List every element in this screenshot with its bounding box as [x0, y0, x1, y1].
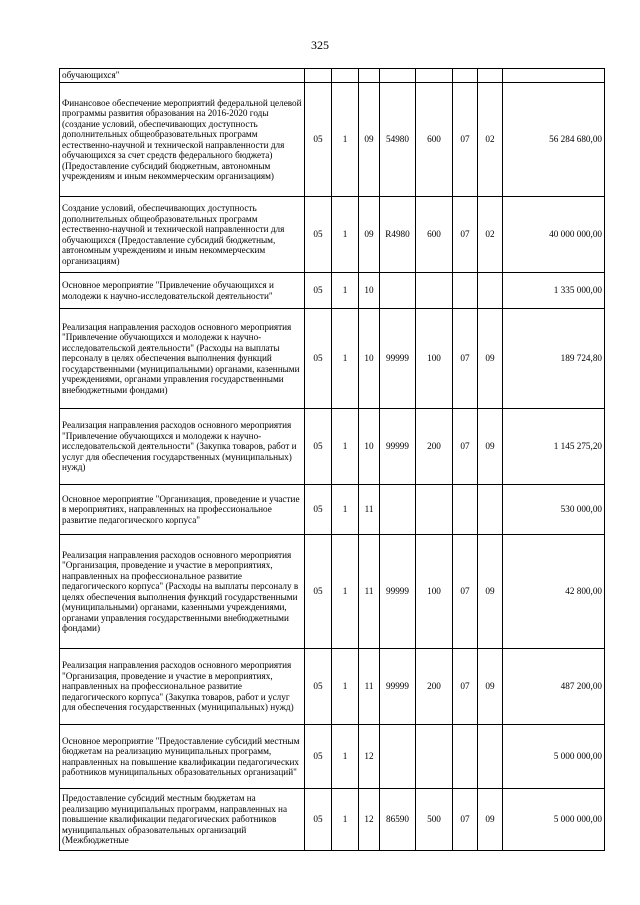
- table-row: [60, 789, 605, 851]
- expense-type-code: 200: [416, 409, 453, 485]
- subprogram-code: 1: [332, 273, 359, 309]
- table-row: [60, 649, 605, 725]
- subprogram-code: 1: [332, 309, 359, 409]
- subsection-code: [478, 485, 503, 535]
- direction-code: 99999: [380, 535, 416, 649]
- activity-code: 10: [359, 309, 380, 409]
- row-description: Предоставление субсидий местным бюджетам на реализацию муниципальных программ, направленных на повышение квалификации педагогических работников муниципальных образовательных организаций (Межбюджетные: [60, 789, 305, 851]
- expense-type-code: 600: [416, 197, 453, 273]
- expense-type-code: 500: [416, 789, 453, 851]
- amount: 189 724,80: [503, 309, 605, 409]
- program-code: 05: [305, 535, 332, 649]
- direction-code: [380, 485, 416, 535]
- table-row: [60, 535, 605, 649]
- table-row: [60, 83, 605, 197]
- program-code: 05: [305, 273, 332, 309]
- table-row: [60, 725, 605, 789]
- table-row: [60, 69, 605, 83]
- subsection-code: 02: [478, 83, 503, 197]
- amount: 40 000 000,00: [503, 197, 605, 273]
- direction-code: 99999: [380, 649, 416, 725]
- section-code: [453, 485, 478, 535]
- expense-type-code: 200: [416, 649, 453, 725]
- program-code: [305, 69, 332, 83]
- row-description: Реализация направления расходов основного мероприятия "Привлечение обучающихся и молодежи к научно-исследовательской деятельности" (Расходы на выплаты персоналу в целях обеспечения выполнения функций государственными (муниципальными) органами, казенными учреждениями, органами управления государственными внебюджетными фондами): [60, 309, 305, 409]
- subprogram-code: 1: [332, 197, 359, 273]
- amount: 1 145 275,20: [503, 409, 605, 485]
- page-number: 325: [311, 38, 329, 52]
- activity-code: 10: [359, 273, 380, 309]
- direction-code: [380, 69, 416, 83]
- subsection-code: 09: [478, 409, 503, 485]
- subprogram-code: 1: [332, 649, 359, 725]
- section-code: 07: [453, 649, 478, 725]
- program-code: 05: [305, 197, 332, 273]
- subsection-code: [478, 69, 503, 83]
- amount: [503, 69, 605, 83]
- activity-code: 09: [359, 197, 380, 273]
- subprogram-code: 1: [332, 485, 359, 535]
- section-code: 07: [453, 409, 478, 485]
- program-code: 05: [305, 789, 332, 851]
- activity-code: 11: [359, 485, 380, 535]
- amount: 5 000 000,00: [503, 789, 605, 851]
- section-code: 07: [453, 535, 478, 649]
- amount: 1 335 000,00: [503, 273, 605, 309]
- program-code: 05: [305, 309, 332, 409]
- section-code: [453, 69, 478, 83]
- row-description: Финансовое обеспечение мероприятий федеральной целевой программы развития образования на 2016-2020 годы (создание условий, обеспечивающих доступность дополнительных общеобразовательных программ естественно-научной и технической направленности для обучающихся за счет средств федерального бюджета) (Предоставление субсидий бюджетным, автономным учреждениям и иным некоммерческим организациям): [60, 83, 305, 197]
- activity-code: 12: [359, 789, 380, 851]
- direction-code: 99999: [380, 409, 416, 485]
- direction-code: 99999: [380, 309, 416, 409]
- subprogram-code: [332, 69, 359, 83]
- row-description: Основное мероприятие "Привлечение обучающихся и молодежи к научно-исследовательской деятельности": [60, 273, 305, 309]
- direction-code: 54980: [380, 83, 416, 197]
- row-description: Реализация направления расходов основного мероприятия "Привлечение обучающихся и молодежи к научно-исследовательской деятельности" (Закупка товаров, работ и услуг для обеспечения государственных (муниципальных) нужд): [60, 409, 305, 485]
- expense-type-code: 100: [416, 535, 453, 649]
- direction-code: R4980: [380, 197, 416, 273]
- amount: 5 000 000,00: [503, 725, 605, 789]
- table-row: [60, 273, 605, 309]
- program-code: 05: [305, 485, 332, 535]
- subprogram-code: 1: [332, 83, 359, 197]
- direction-code: [380, 273, 416, 309]
- amount: 56 284 680,00: [503, 83, 605, 197]
- program-code: 05: [305, 725, 332, 789]
- subprogram-code: 1: [332, 535, 359, 649]
- program-code: 05: [305, 649, 332, 725]
- expense-type-code: [416, 273, 453, 309]
- subprogram-code: 1: [332, 409, 359, 485]
- activity-code: 11: [359, 535, 380, 649]
- row-description: Основное мероприятие "Организация, проведение и участие в мероприятиях, направленных на профессиональное развитие педагогического корпуса": [60, 485, 305, 535]
- subsection-code: 09: [478, 535, 503, 649]
- program-code: 05: [305, 409, 332, 485]
- activity-code: 09: [359, 83, 380, 197]
- section-code: [453, 273, 478, 309]
- section-code: 07: [453, 83, 478, 197]
- row-description: Основное мероприятие "Предоставление субсидий местным бюджетам на реализацию муниципальных программ, направленных на повышение квалификации педагогических работников муниципальных образовательных организаций": [60, 725, 305, 789]
- subsection-code: 09: [478, 309, 503, 409]
- program-code: 05: [305, 83, 332, 197]
- budget-table-body: [60, 69, 605, 851]
- section-code: 07: [453, 197, 478, 273]
- section-code: 07: [453, 789, 478, 851]
- table-row: [60, 409, 605, 485]
- table-row: [60, 485, 605, 535]
- activity-code: 11: [359, 649, 380, 725]
- subprogram-code: 1: [332, 789, 359, 851]
- row-description: обучающихся": [60, 69, 305, 83]
- row-description: Создание условий, обеспечивающих доступность дополнительных общеобразовательных программ естественно-научной и технической направленности для обучающихся (Предоставление субсидий бюджетным, автономным учреждениям и иным некоммерческим организациям): [60, 197, 305, 273]
- subsection-code: 09: [478, 649, 503, 725]
- amount: 487 200,00: [503, 649, 605, 725]
- subsection-code: [478, 273, 503, 309]
- table-row: [60, 197, 605, 273]
- direction-code: [380, 725, 416, 789]
- expense-type-code: [416, 725, 453, 789]
- amount: 42 800,00: [503, 535, 605, 649]
- expense-type-code: 100: [416, 309, 453, 409]
- row-description: Реализация направления расходов основного мероприятия "Организация, проведение и участие в мероприятиях, направленных на профессиональное развитие педагогического корпуса" (Закупка товаров, работ и услуг для обеспечения государственных (муниципальных) нужд): [60, 649, 305, 725]
- expense-type-code: 600: [416, 83, 453, 197]
- budget-table: [59, 68, 605, 851]
- direction-code: 86590: [380, 789, 416, 851]
- table-row: [60, 309, 605, 409]
- activity-code: 10: [359, 409, 380, 485]
- subsection-code: 09: [478, 789, 503, 851]
- expense-type-code: [416, 69, 453, 83]
- subsection-code: 02: [478, 197, 503, 273]
- subsection-code: [478, 725, 503, 789]
- row-description: Реализация направления расходов основного мероприятия "Организация, проведение и участие в мероприятиях, направленных на профессиональное развитие педагогического корпуса" (Расходы на выплаты персоналу в целях обеспечения выполнения функций государственными (муниципальными) органами, казенными учреждениями, органами управления государственными внебюджетными фондами): [60, 535, 305, 649]
- activity-code: [359, 69, 380, 83]
- amount: 530 000,00: [503, 485, 605, 535]
- activity-code: 12: [359, 725, 380, 789]
- section-code: 07: [453, 309, 478, 409]
- expense-type-code: [416, 485, 453, 535]
- section-code: [453, 725, 478, 789]
- subprogram-code: 1: [332, 725, 359, 789]
